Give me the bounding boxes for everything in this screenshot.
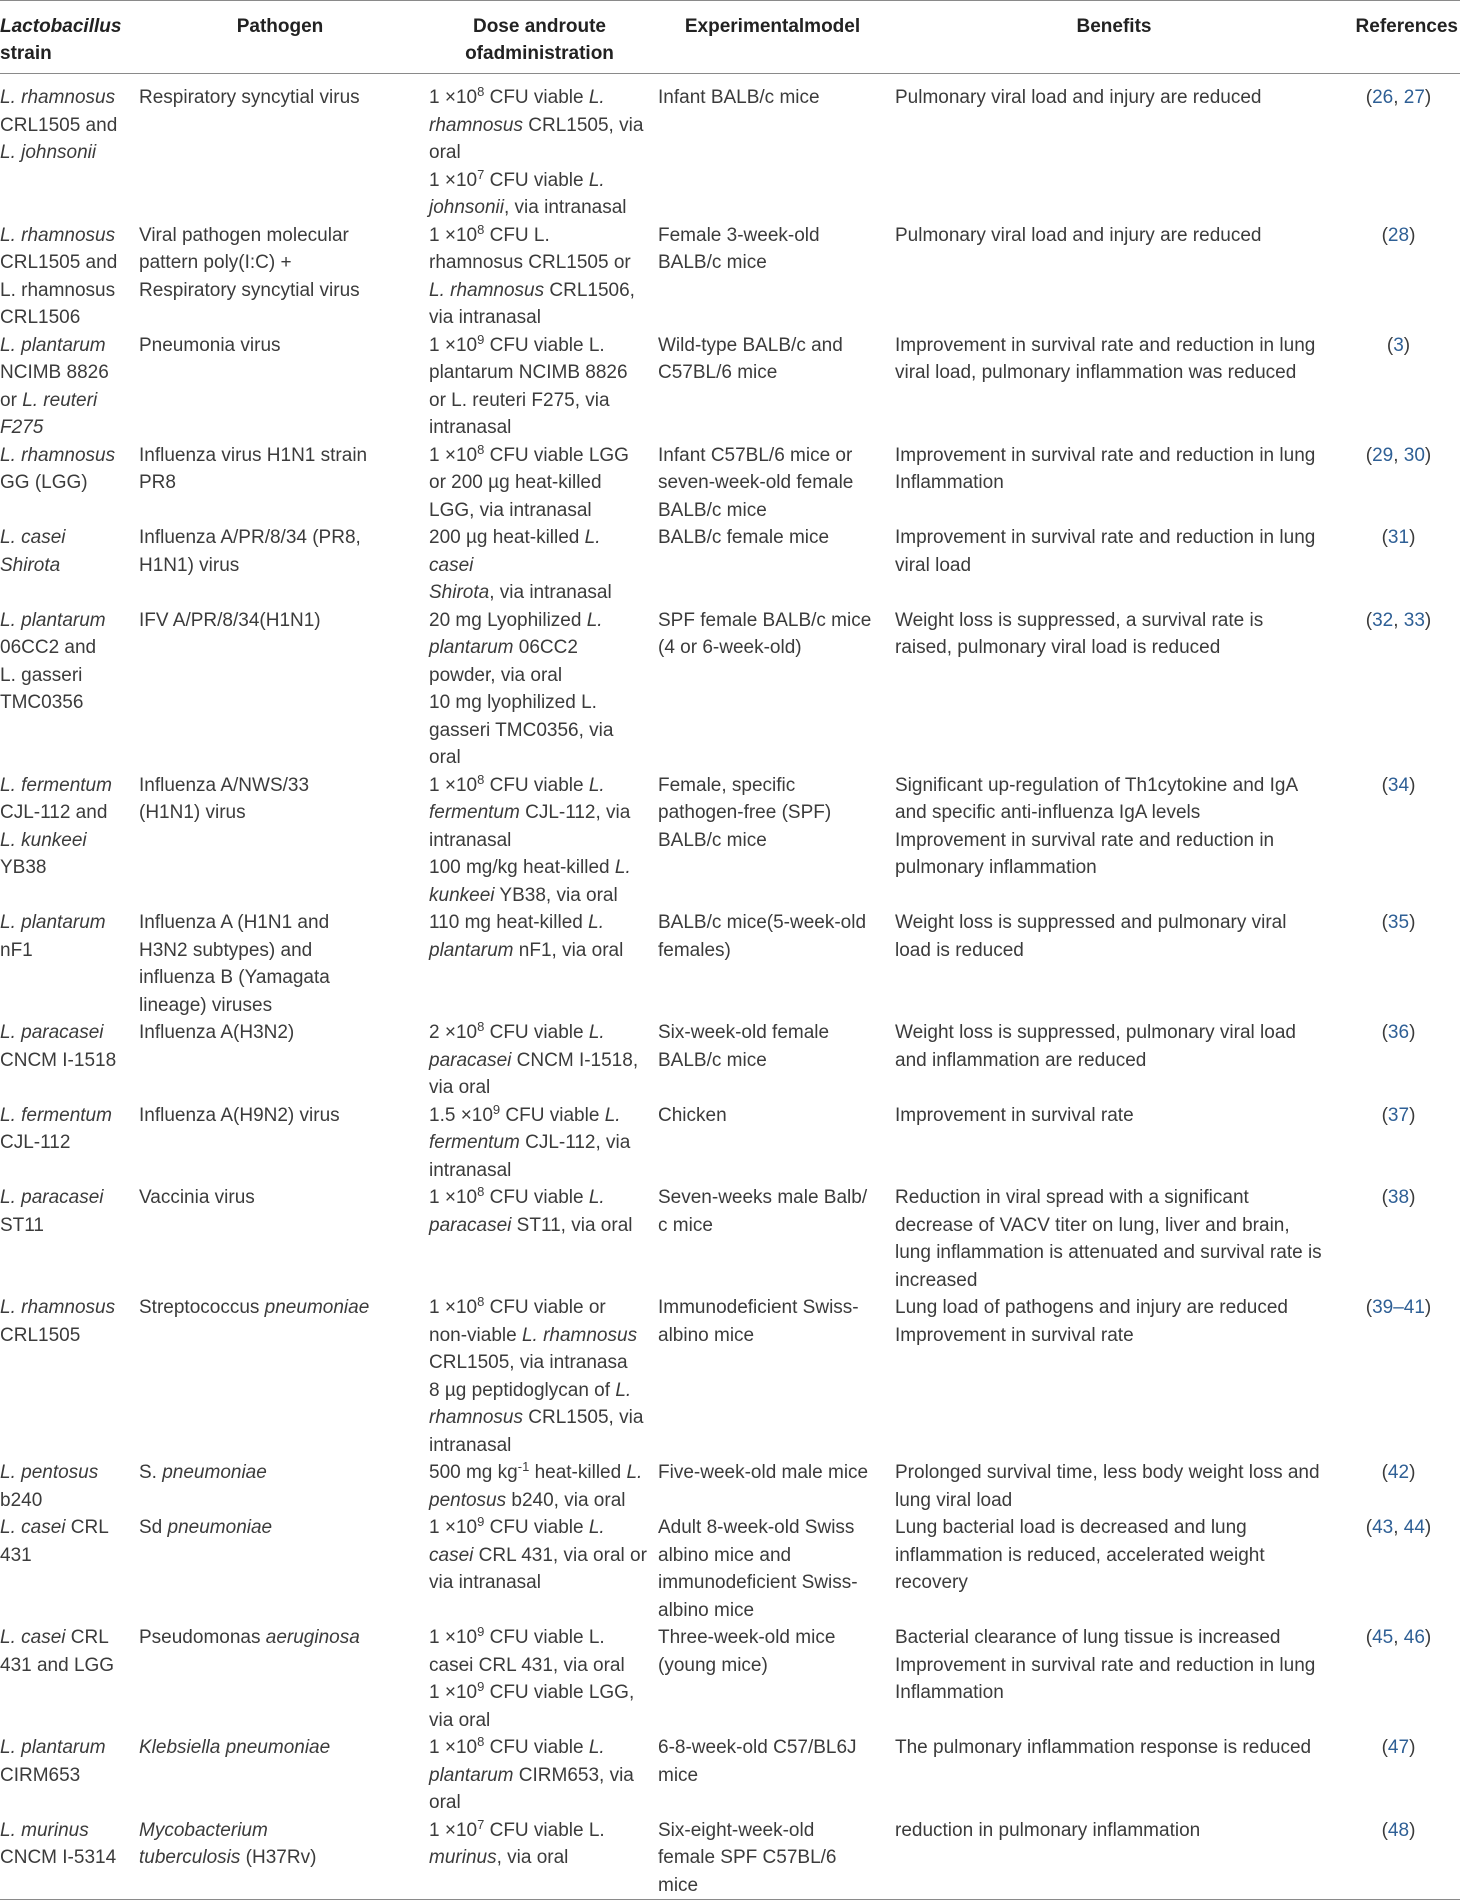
header-dose: Dose androute ofadministration (465, 16, 614, 64)
cell-model: Six-week-old female BALB/c mice (658, 1022, 830, 1071)
header-strain-genus: Lactobacillus (0, 16, 122, 37)
cell-pathogen: Pneumonia virus (139, 334, 281, 356)
cell-references: (48) (1381, 1819, 1416, 1841)
cell-references: (45, 46) (1365, 1627, 1432, 1648)
cell-benefits: Lung load of pathogens and injury are reduced Improvement in survival rate (895, 1297, 1288, 1346)
cell-benefits: Improvement in survival rate and reduction in lung viral load (895, 527, 1316, 576)
cell-benefits: Bacterial clearance of lung tissue is increased Improvement in survival rate and reduction in lung Inflammation (895, 1627, 1316, 1703)
cell-dose: $1 \times 10^8$ CFU viable L. paracasei ST11, via oral (429, 1184, 633, 1236)
cell-strain: L. casei Shirota (0, 527, 66, 576)
cell-model: Six-eight-week-old female SPF C57BL/6 mice (658, 1819, 837, 1896)
reference-link[interactable]: 28 (1387, 224, 1410, 246)
table-row (0, 74, 1460, 222)
cell-dose: $1 \times 10^9$ CFU viable L. casei CRL 431, via oral $1 \times 10^9$ CFU viable LGG, via oral (429, 1624, 635, 1731)
table-row (0, 332, 1460, 442)
table-row (0, 1294, 1460, 1459)
cell-strain: L. plantarum 06CC2 and L. gasseri TMC0356 (0, 609, 106, 713)
cell-model: Female, specific pathogen-free (SPF) BALB/c mice (658, 774, 832, 851)
cell-model: BALB/c mice(5-week-old females) (658, 912, 867, 961)
reference-link[interactable]: 45 (1372, 1627, 1394, 1648)
reference-link[interactable]: 26 (1372, 87, 1394, 108)
cell-model: Immunodeficient Swiss- albino mice (658, 1297, 859, 1346)
cell-benefits: Weight loss is suppressed and pulmonary viral load is reduced (895, 912, 1287, 961)
cell-benefits: Reduction in viral spread with a significant decrease of VACV titer on lung, liver and brain, lung inflammation is attenuated and survival rate is increased (895, 1187, 1322, 1291)
cell-references: (32, 33) (1365, 609, 1432, 631)
cell-strain: L. plantarum nF1 (0, 912, 106, 961)
cell-dose: $1 \times 10^9$ CFU viable L. plantarum NCIMB 8826 or L. reuteri F275, via intranasal (429, 331, 628, 438)
reference-link[interactable]: 29 (1372, 444, 1394, 466)
cell-model: 6-8-week-old C57/BL6J mice (658, 1737, 857, 1786)
header-strain (0, 1, 135, 74)
cell-strain: L. casei CRL 431 and LGG (0, 1627, 115, 1676)
cell-model: Infant C57BL/6 mice or seven-week-old female BALB/c mice (658, 444, 854, 521)
cell-dose: 500 mg $kg^{-1}$ heat-killed L. pentosus b240, via oral (429, 1459, 643, 1511)
reference-link[interactable]: 35 (1387, 912, 1410, 933)
cell-pathogen: Sd pneumoniae (139, 1517, 273, 1538)
cell-pathogen: Viral pathogen molecular pattern poly(I:C) + Respiratory syncytial virus (139, 224, 360, 301)
cell-strain: L. fermentum CJL-112 and L. kunkeei YB38 (0, 774, 112, 878)
cell-references: (3) (1386, 334, 1411, 356)
header-model: Experimentalmodel (684, 16, 861, 37)
table-body (0, 74, 1460, 1900)
cell-model: Adult 8-week-old Swiss albino mice and immunodeficient Swiss- albino mice (658, 1517, 858, 1621)
reference-link[interactable]: 34 (1387, 774, 1410, 796)
cell-references: (36) (1381, 1022, 1416, 1043)
cell-pathogen: S. pneumoniae (139, 1462, 267, 1483)
cell-benefits: reduction in pulmonary inflammation (895, 1819, 1201, 1841)
cell-pathogen: Influenza virus H1N1 strain PR8 (139, 444, 368, 493)
header-row (0, 1, 1460, 74)
cell-model: Infant BALB/c mice (658, 87, 820, 108)
table-row (0, 222, 1460, 332)
reference-link[interactable]: 43 (1372, 1517, 1394, 1538)
cell-pathogen: Vaccinia virus (139, 1187, 255, 1208)
cell-pathogen: Respiratory syncytial virus (139, 87, 360, 108)
cell-strain: L. rhamnosus CRL1505 and L. rhamnosus CRL1506 (0, 224, 118, 328)
cell-benefits: Prolonged survival time, less body weight loss and lung viral load (895, 1462, 1320, 1511)
table-row (0, 1817, 1460, 1900)
cell-strain: L. plantarum NCIMB 8826 or L. reuteri F275 (0, 334, 109, 438)
header-benefits: Benefits (1076, 16, 1152, 37)
table-row (0, 1102, 1460, 1185)
cell-pathogen: Pseudomonas aeruginosa (139, 1627, 360, 1648)
cell-pathogen: Influenza A/NWS/33 (H1N1) virus (139, 774, 310, 823)
cell-strain: L. rhamnosus GG (LGG) (0, 444, 116, 493)
cell-pathogen: Mycobacterium tuberculosis (H37Rv) (139, 1819, 317, 1868)
table-row (0, 1734, 1460, 1817)
reference-link[interactable]: 31 (1387, 527, 1410, 548)
cell-benefits: Weight loss is suppressed, pulmonary viral load and inflammation are reduced (895, 1022, 1296, 1071)
reference-link[interactable]: 36 (1387, 1022, 1410, 1043)
cell-dose: 200 µg heat-killed L. casei Shirota, via intranasal (429, 527, 612, 603)
cell-benefits: Significant up-regulation of Th1cytokine and IgA and specific anti-influenza IgA levels Improvement in survival rate and reduction in pulmonary inflammation (895, 774, 1299, 878)
cell-dose: $2 \times 10^8$ CFU viable L. paracasei CNCM I-1518, via oral (429, 1019, 639, 1098)
cell-model: Chicken (658, 1104, 727, 1126)
cell-references: (26, 27) (1365, 87, 1432, 108)
header-references: References (1355, 16, 1458, 37)
cell-references: (28) (1381, 224, 1416, 246)
reference-link[interactable]: 46 (1403, 1627, 1425, 1648)
table-row (0, 1514, 1460, 1624)
cell-strain: L. plantarum CIRM653 (0, 1737, 106, 1786)
cell-dose: $1 \times 10^9$ CFU viable L. casei CRL 431, via oral or via intranasal (429, 1514, 647, 1593)
cell-model: Seven-weeks male Balb/ c mice (658, 1187, 868, 1236)
reference-link[interactable]: 38 (1387, 1187, 1410, 1208)
cell-references: (39–41) (1365, 1297, 1432, 1318)
cell-strain: L. rhamnosus CRL1505 and L. johnsonii (0, 87, 118, 163)
cell-strain: L. casei CRL 431 (0, 1517, 109, 1566)
cell-model: Female 3-week-old BALB/c mice (658, 224, 820, 273)
cell-references: (29, 30) (1365, 444, 1432, 466)
cell-strain: L. paracasei CNCM I-1518 (0, 1022, 117, 1071)
cell-pathogen: Influenza A(H3N2) (139, 1022, 295, 1043)
cell-dose: $1 \times 10^8$ CFU viable L. rhamnosus CRL1505, via oral $1 \times 10^7$ CFU viable L. johnsonii, via intranasal (429, 84, 644, 218)
cell-dose: $1 \times 10^8$ CFU viable L. fermentum CJL-112, via intranasal 100 mg/kg heat-killed L. kunkeei YB38, via oral (429, 771, 631, 906)
cell-pathogen: Streptococcus pneumoniae (139, 1297, 370, 1318)
reference-link[interactable]: 39–41 (1372, 1297, 1425, 1318)
reference-link[interactable]: 30 (1403, 444, 1425, 466)
cell-benefits: Improvement in survival rate and reduction in lung viral load, pulmonary inflammation was reduced (895, 334, 1316, 383)
cell-benefits: Improvement in survival rate and reduction in lung Inflammation (895, 444, 1316, 493)
cell-benefits: Lung bacterial load is decreased and lung inflammation is reduced, accelerated weight recovery (895, 1517, 1265, 1593)
cell-references: (31) (1381, 527, 1416, 548)
reference-link[interactable]: 47 (1387, 1737, 1410, 1758)
reference-link[interactable]: 32 (1372, 609, 1394, 631)
cell-strain: L. paracasei ST11 (0, 1187, 104, 1236)
cell-benefits: Improvement in survival rate (895, 1104, 1134, 1126)
cell-model: SPF female BALB/c mice (4 or 6-week-old) (658, 609, 872, 658)
cell-benefits: The pulmonary inflammation response is reduced (895, 1737, 1312, 1758)
reference-link[interactable]: 27 (1403, 87, 1425, 108)
cell-dose: $1 \times 10^8$ CFU viable LGG or 200 µg heat-killed LGG, via intranasal (429, 441, 629, 521)
table-row (0, 607, 1460, 772)
table-header (0, 1, 1460, 74)
table-row (0, 442, 1460, 525)
reference-link[interactable]: 44 (1403, 1517, 1425, 1538)
cell-references: (37) (1381, 1104, 1416, 1126)
cell-strain: L. fermentum CJL-112 (0, 1104, 112, 1153)
table-row (0, 772, 1460, 910)
cell-pathogen: IFV A/PR/8/34(H1N1) (139, 609, 321, 631)
cell-benefits: Weight loss is suppressed, a survival rate is raised, pulmonary viral load is reduced (895, 609, 1264, 658)
cell-dose: $1 \times 10^8$ CFU viable L. plantarum CIRM653, via oral (429, 1734, 634, 1813)
cell-references: (35) (1381, 912, 1416, 933)
header-pathogen: Pathogen (236, 16, 324, 37)
cell-references: (43, 44) (1365, 1517, 1432, 1538)
cell-strain: L. murinus CNCM I-5314 (0, 1819, 117, 1868)
reference-link[interactable]: 33 (1403, 609, 1425, 631)
cell-dose: $1.5 \times 10^9$ CFU viable L. fermentum CJL-112, via intranasal (429, 1101, 631, 1181)
cell-references: (38) (1381, 1187, 1416, 1208)
reference-link[interactable]: 3 (1393, 334, 1404, 356)
cell-model: Five-week-old male mice (658, 1462, 869, 1483)
reference-link[interactable]: 37 (1387, 1104, 1410, 1126)
cell-strain: L. rhamnosus CRL1505 (0, 1297, 116, 1346)
cell-references: (34) (1381, 774, 1416, 796)
cell-pathogen: Influenza A/PR/8/34 (PR8, H1N1) virus (139, 527, 361, 576)
cell-references: (42) (1381, 1462, 1416, 1483)
table-row (0, 1624, 1460, 1734)
cell-pathogen: Influenza A(H9N2) virus (139, 1104, 340, 1126)
header-strain-word: strain (0, 43, 52, 64)
table-row (0, 1459, 1460, 1514)
cell-dose: $1 \times 10^8$ CFU viable or non-viable L. rhamnosus CRL1505, via intranasa 8 µg peptidoglycan of L. rhamnosus CRL1505, via intranasal (429, 1294, 644, 1456)
cell-pathogen: Influenza A (H1N1 and H3N2 subtypes) and influenza B (Yamagata lineage) viruses (139, 912, 330, 1016)
cell-benefits: Pulmonary viral load and injury are reduced (895, 224, 1262, 246)
cell-model: Wild-type BALB/c and C57BL/6 mice (658, 334, 843, 383)
table-row (0, 909, 1460, 1019)
cell-benefits: Pulmonary viral load and injury are reduced (895, 87, 1262, 108)
reference-link[interactable]: 48 (1387, 1819, 1410, 1841)
cell-dose: $1 \times 10^8$ CFU L. rhamnosus CRL1505 or L. rhamnosus CRL1506, via intranasal (429, 221, 635, 328)
cell-references: (47) (1381, 1737, 1416, 1758)
cell-strain: L. pentosus b240 (0, 1462, 99, 1511)
table-row (0, 524, 1460, 607)
table-row (0, 1184, 1460, 1294)
cell-dose: 110 mg heat-killed L. plantarum nF1, via oral (429, 912, 624, 961)
reference-link[interactable]: 42 (1387, 1462, 1410, 1483)
table-row (0, 1019, 1460, 1102)
cell-dose: 20 mg Lyophilized L. plantarum 06CC2 powder, via oral 10 mg lyophilized L. gasseri TMC0356, via oral (429, 609, 614, 768)
cell-pathogen: Klebsiella pneumoniae (139, 1737, 331, 1758)
cell-model: BALB/c female mice (658, 527, 830, 548)
cell-dose: $1 \times 10^7$ CFU viable L. murinus, via oral (429, 1816, 605, 1868)
cell-model: Three-week-old mice (young mice) (658, 1627, 836, 1676)
